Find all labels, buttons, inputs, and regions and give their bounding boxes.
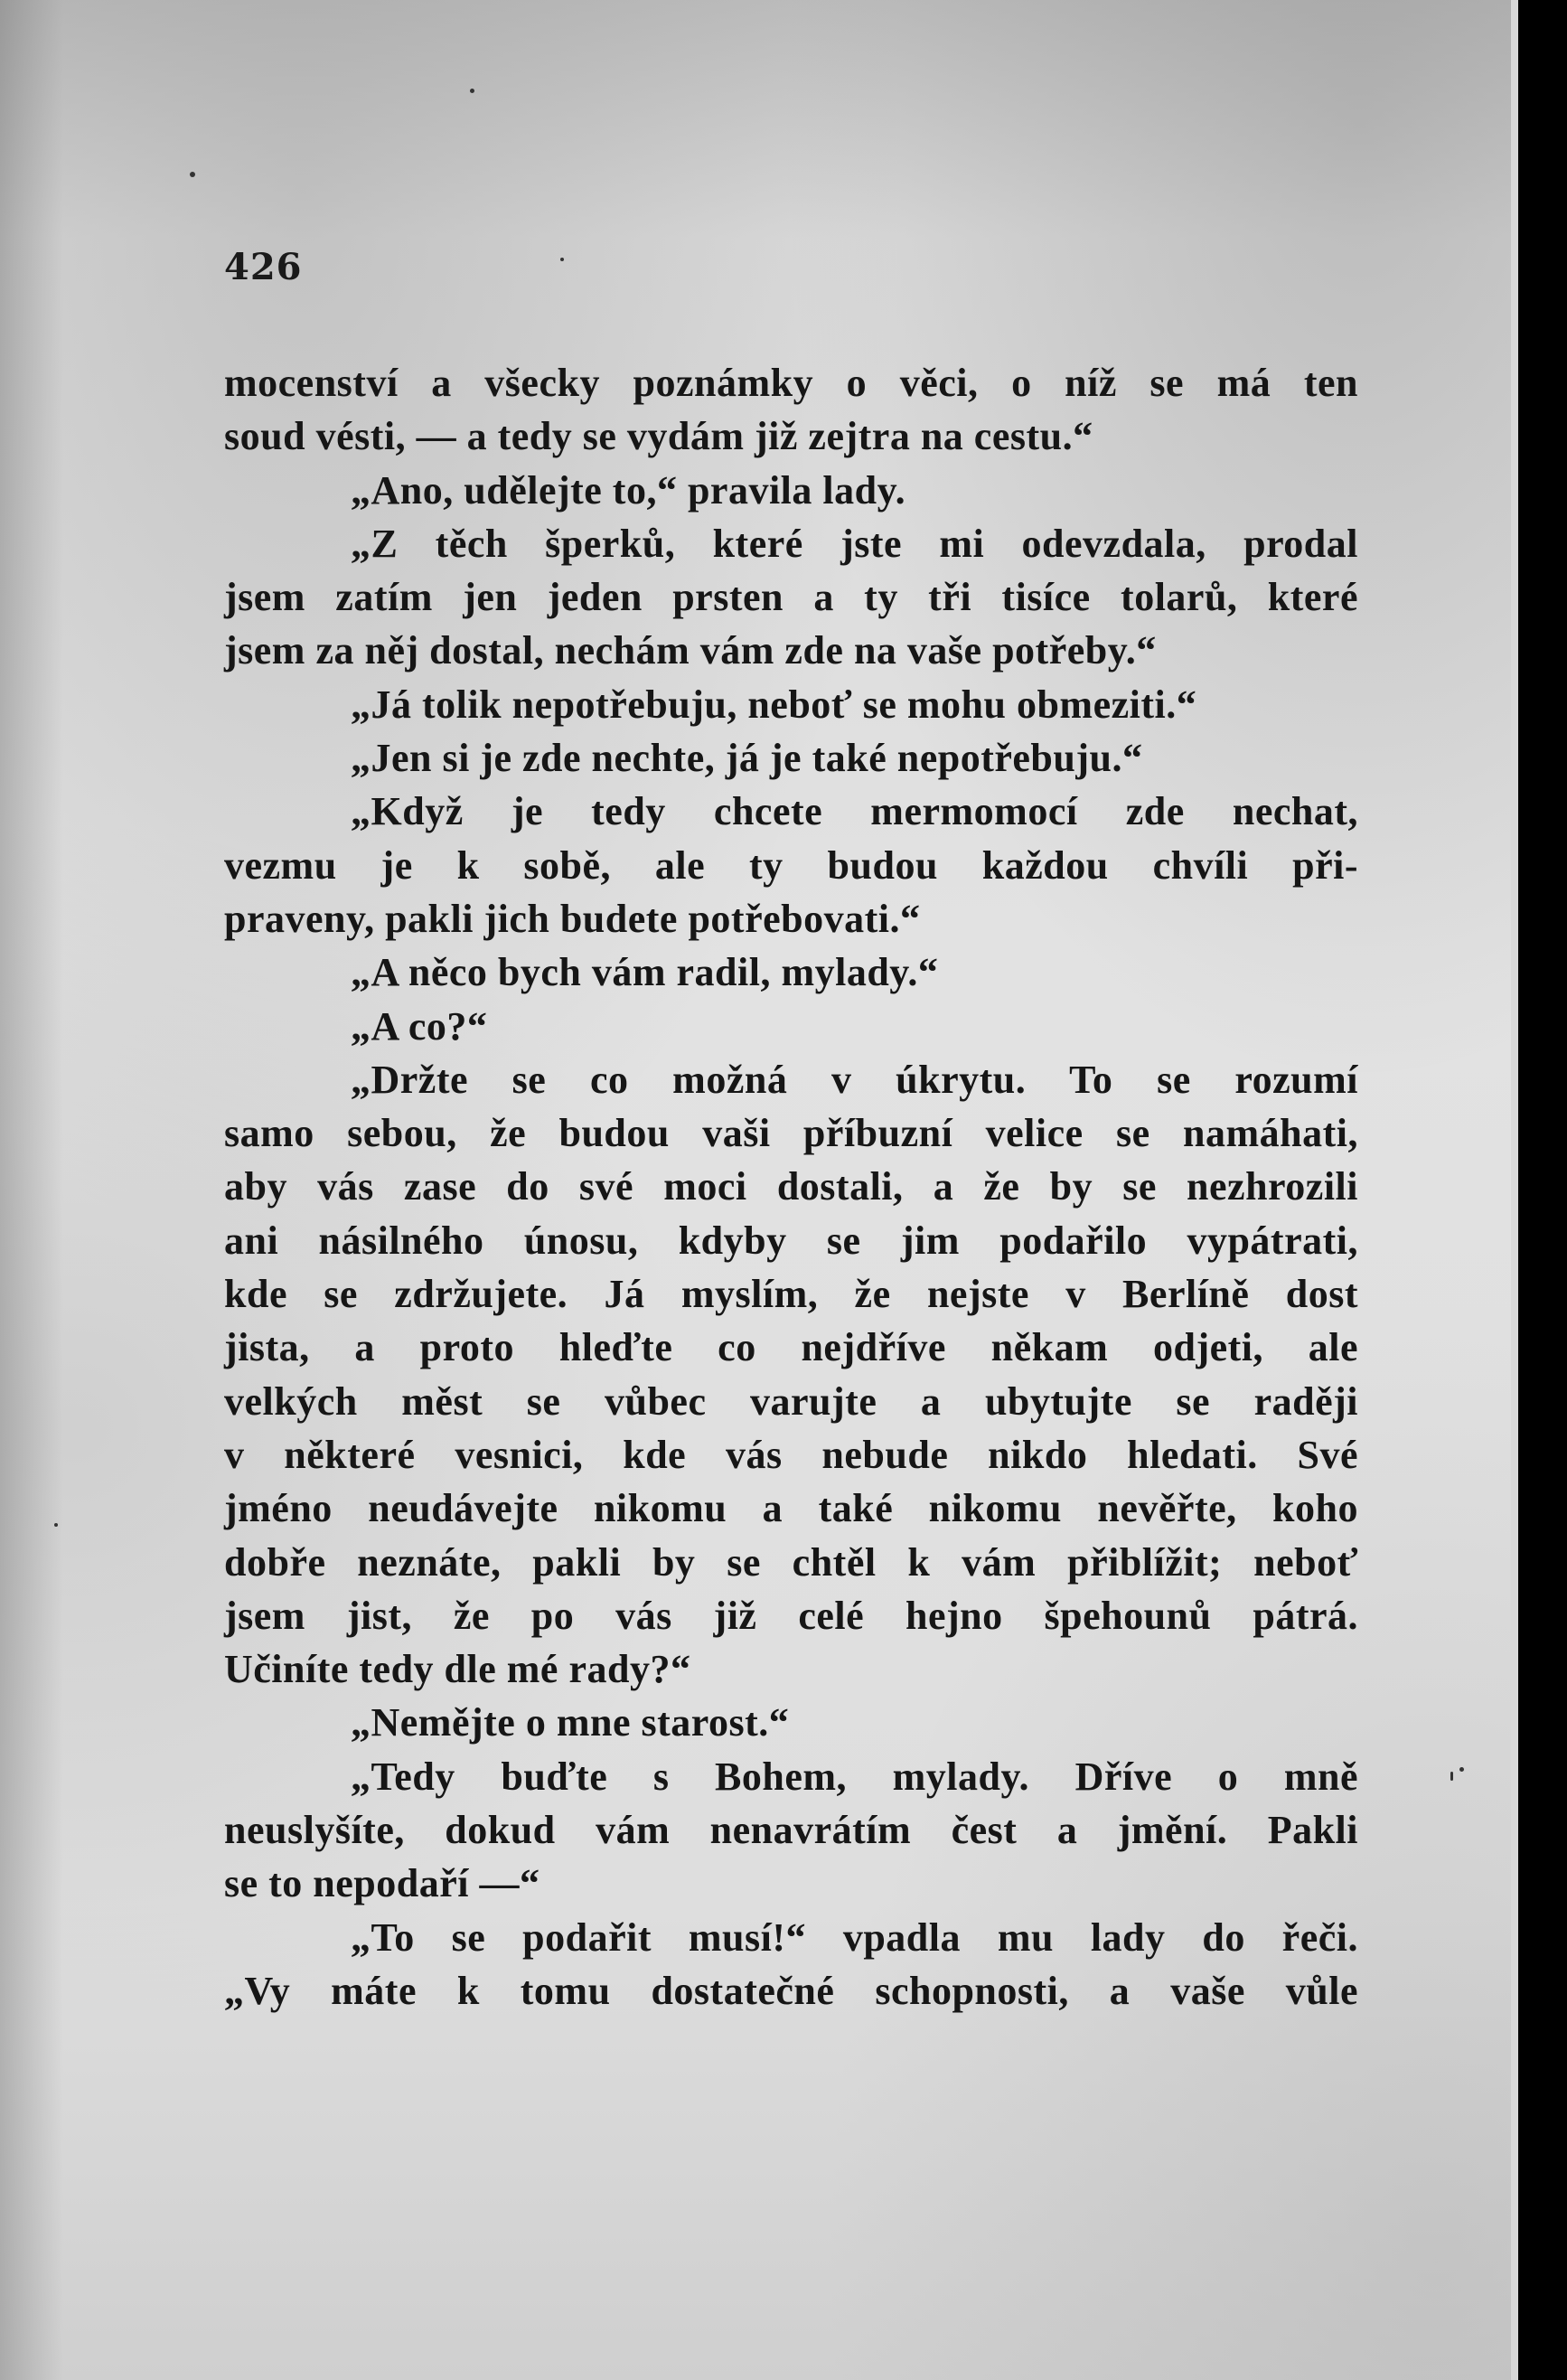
text-line: jsem jist, že po vás již celé hejno špehounů pátrá. bbox=[224, 1593, 1358, 1638]
body-text bbox=[224, 356, 1358, 2018]
text-line: „Nemějte o mne starost.“ bbox=[351, 1700, 790, 1745]
text-line: dobře neznáte, pakli by se chtěl k vám přiblížit; neboť bbox=[224, 1539, 1358, 1585]
text-line: mocenství a všecky poznámky o věci, o níž se má ten bbox=[224, 361, 1358, 405]
text-line: v některé vesnici, kde vás nebude nikdo hledati. Své bbox=[224, 1432, 1358, 1477]
text-line: „Když je tedy chcete mermomocí zde nechat, bbox=[351, 789, 1358, 834]
text-line: ani násilného únosu, kdyby se jim podařilo vypátrati, bbox=[224, 1218, 1358, 1263]
ink-speck bbox=[54, 1523, 58, 1527]
text-line: jista, a proto hleďte co nejdříve někam odjeti, ale bbox=[224, 1325, 1358, 1370]
page-edge-shadow bbox=[0, 0, 63, 2380]
page-number: 426 bbox=[224, 246, 303, 288]
ink-speck bbox=[560, 258, 564, 261]
page-gutter bbox=[1511, 0, 1518, 2380]
ink-speck bbox=[1450, 1772, 1453, 1781]
text-line: „Držte se co možná v úkrytu. To se rozumí bbox=[351, 1057, 1358, 1102]
ink-speck bbox=[470, 89, 474, 93]
text-line: jsem zatím jen jeden prsten a ty tři tisíce tolarů, které bbox=[224, 575, 1358, 620]
text-line: aby vás zase do své moci dostali, a že by se nezhrozili bbox=[224, 1164, 1358, 1209]
text-line: jméno neudávejte nikomu a také nikomu nevěřte, koho bbox=[224, 1486, 1358, 1531]
text-line: neuslyšíte, dokud vám nenavrátím čest a jmění. Pakli bbox=[224, 1808, 1358, 1853]
text-line: „Z těch šperků, které jste mi odevzdala, prodal bbox=[351, 521, 1358, 566]
text-line: velkých měst se vůbec varujte a ubytujte se raději bbox=[224, 1378, 1358, 1424]
text-line: „A co?“ bbox=[351, 1003, 488, 1049]
text-line: „Vy máte k tomu dostatečné schopnosti, a vaše vůle bbox=[224, 1968, 1358, 2013]
text-line: „Tedy buďte s Bohem, mylady. Dříve o mně bbox=[351, 1754, 1358, 1799]
text-line: „Já tolik nepotřebuju, neboť se mohu obmeziti.“ bbox=[351, 682, 1197, 727]
ink-speck bbox=[1459, 1767, 1464, 1772]
text-line: vezmu je k sobě, ale ty budou každou chvíli při- bbox=[224, 842, 1358, 888]
text-line: „A něco bych vám radil, mylady.“ bbox=[351, 950, 939, 995]
text-line: jsem za něj dostal, nechám vám zde na vaše potřeby.“ bbox=[224, 628, 1157, 673]
ink-speck bbox=[190, 172, 195, 177]
text-line: „To se podařit musí!“ vpadla mu lady do řeči. bbox=[351, 1914, 1358, 1960]
text-line: se to nepodaří —“ bbox=[224, 1861, 540, 1906]
text-line: „Ano, udělejte to,“ pravila lady. bbox=[351, 467, 906, 513]
text-line: soud vésti, — a tedy se vydám již zejtra na cestu.“ bbox=[224, 414, 1093, 459]
text-line: praveny, pakli jich budete potřebovati.“ bbox=[224, 896, 921, 941]
text-line: kde se zdržujete. Já myslím, že nejste v Berlíně dost bbox=[224, 1272, 1358, 1317]
text-line: samo sebou, že budou vaši příbuzní velice se namáhati, bbox=[224, 1111, 1358, 1156]
text-line: „Jen si je zde nechte, já je také nepotřebuju.“ bbox=[351, 736, 1143, 781]
text-line: Učiníte tedy dle mé rady?“ bbox=[224, 1647, 691, 1692]
